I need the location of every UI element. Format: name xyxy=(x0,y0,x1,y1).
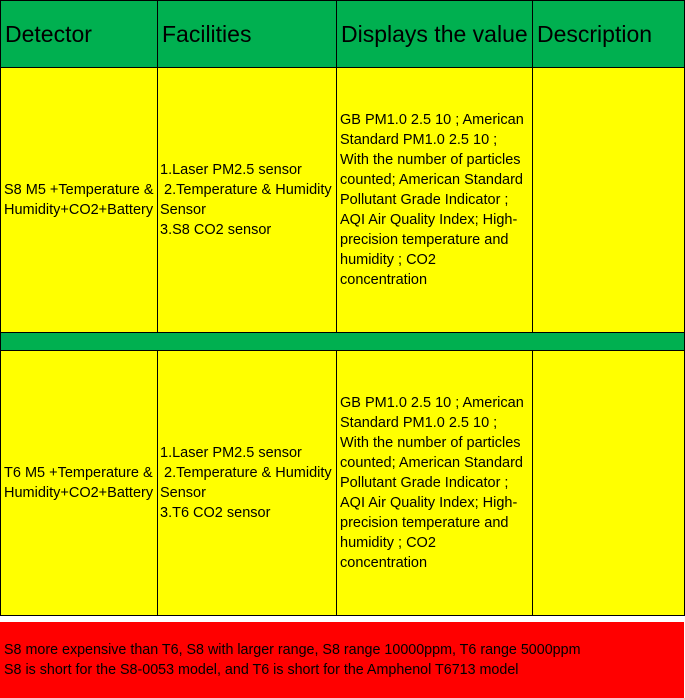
note-line: S8 is short for the S8-0053 model, and T6 is short for the Amphenol T6713 model xyxy=(4,662,519,678)
separator-row xyxy=(1,333,685,351)
cell-facilities[interactable] xyxy=(158,351,337,616)
facility-item: 2.Temperature & Humidity Sensor xyxy=(160,465,336,501)
notes-cell[interactable] xyxy=(0,622,684,698)
table-row xyxy=(1,68,685,333)
facility-item: 1.Laser PM2.5 sensor xyxy=(160,162,302,178)
table-row xyxy=(1,351,685,616)
cell-detector[interactable]: S8 M5 +Temperature & Humidity+CO2+Battery xyxy=(1,68,158,333)
cell-displays-value[interactable]: GB PM1.0 2.5 10 ; American Standard PM1.0 2.5 10 ; With the number of particles counted; American Standard Pollutant Grade Indicator ; AQI Air Quality Index; High-precision temperature and humidity ; CO2 concentration xyxy=(337,351,533,616)
header-description[interactable]: Description xyxy=(533,1,685,68)
separator-cell[interactable] xyxy=(1,333,685,351)
facility-item: 2.Temperature & Humidity Sensor xyxy=(160,182,336,218)
cell-detector[interactable]: T6 M5 +Temperature & Humidity+CO2+Battery xyxy=(1,351,158,616)
cell-facilities[interactable] xyxy=(158,68,337,333)
cell-description[interactable] xyxy=(533,68,685,333)
note-line: S8 more expensive than T6, S8 with larger range, S8 range 10000ppm, T6 range 5000ppm xyxy=(4,642,581,658)
facility-item: 1.Laser PM2.5 sensor xyxy=(160,445,302,461)
cell-displays-value[interactable]: GB PM1.0 2.5 10 ; American Standard PM1.0 2.5 10 ; With the number of particles counted; American Standard Pollutant Grade Indicator ; AQI Air Quality Index; High-precision temperature and humidity ; CO2 concentration xyxy=(337,68,533,333)
facility-item: 3.S8 CO2 sensor xyxy=(160,222,272,238)
header-detector[interactable]: Detector xyxy=(1,1,158,68)
cell-description[interactable] xyxy=(533,351,685,616)
header-displays-value[interactable]: Displays the value xyxy=(337,1,533,68)
header-row xyxy=(1,1,685,68)
header-facilities[interactable]: Facilities xyxy=(158,1,337,68)
facility-item: 3.T6 CO2 sensor xyxy=(160,505,271,521)
